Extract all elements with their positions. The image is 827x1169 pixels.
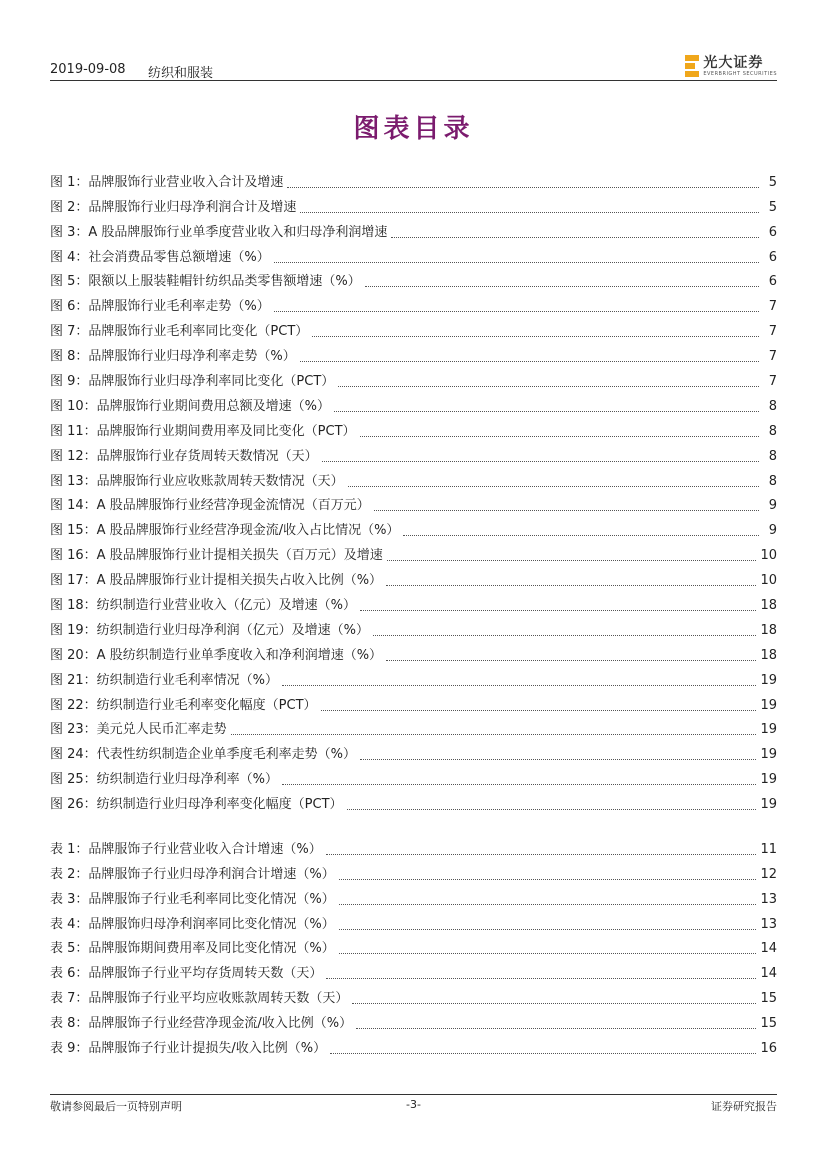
figure-entry-label: 图 21：纺织制造行业毛利率情况（%） — [50, 672, 279, 688]
figure-entry-label: 图 19：纺织制造行业归母净利润（亿元）及增速（%） — [50, 622, 370, 638]
logo-chinese-name: 光大证券 — [703, 54, 764, 71]
dot-leader — [326, 978, 756, 979]
figure-entry-page: 7 — [768, 299, 777, 315]
figure-entry-label: 图 25：纺织制造行业归母净利率（%） — [50, 772, 279, 788]
figure-entry-label: 图 1：品牌服饰行业营业收入合计及增速 — [50, 174, 284, 190]
figure-entry-label: 图 20：A 股纺织制造行业单季度收入和净利润增速（%） — [50, 647, 383, 663]
dot-leader — [322, 461, 759, 462]
figure-entry-label: 图 15：A 股品牌服饰行业经营净现金流/收入占比情况（%） — [50, 523, 400, 539]
table-entry-page: 14 — [760, 966, 777, 982]
figure-entry-label: 图 10：品牌服饰行业期间费用总额及增速（%） — [50, 398, 331, 414]
figure-entry-label: 图 18：纺织制造行业营业收入（亿元）及增速（%） — [50, 598, 357, 614]
table-entry-page: 14 — [760, 941, 777, 957]
page-title: 图表目录 — [353, 114, 474, 144]
figure-entry-page: 9 — [768, 498, 777, 514]
figure-entry-label: 图 5：限额以上服装鞋帽针纺织品类零售额增速（%） — [50, 274, 361, 290]
figure-entry-page: 19 — [760, 672, 777, 688]
table-entry-page: 15 — [760, 991, 777, 1007]
figure-entry[interactable] — [50, 365, 777, 390]
figure-entry[interactable] — [50, 714, 777, 739]
figure-entry[interactable] — [50, 589, 777, 614]
figure-entry-label: 图 11：品牌服饰行业期间费用率及同比变化（PCT） — [50, 423, 356, 439]
figure-entry[interactable] — [50, 415, 777, 440]
figure-entry-page: 6 — [768, 274, 777, 290]
table-entry-label: 表 1：品牌服饰子行业营业收入合计增速（%） — [50, 841, 322, 857]
page-number: -3- — [406, 1098, 421, 1111]
dot-leader — [300, 361, 759, 362]
dot-leader — [339, 904, 757, 905]
dot-leader — [282, 784, 756, 785]
figure-entry-page: 8 — [768, 398, 777, 414]
figure-entry-label: 图 26：纺织制造行业归母净利率变化幅度（PCT） — [50, 797, 343, 813]
footer-report-type: 证券研究报告 — [711, 1100, 777, 1113]
table-entry-label: 表 2：品牌服饰子行业归母净利润合计增速（%） — [50, 866, 335, 882]
figure-entry-label: 图 2：品牌服饰行业归母净利润合计及增速 — [50, 199, 297, 215]
figure-entry-page: 18 — [760, 622, 777, 638]
report-date: 2019-09-08 — [50, 62, 126, 77]
figure-entry[interactable] — [50, 614, 777, 639]
dot-leader — [287, 187, 759, 188]
figure-entry-page: 19 — [760, 747, 777, 763]
dot-leader — [321, 710, 757, 711]
table-entry-label: 表 8：品牌服饰子行业经营净现金流/收入比例（%） — [50, 1016, 353, 1032]
dot-leader — [326, 854, 757, 855]
figure-entry-page: 6 — [768, 249, 777, 265]
figure-entry-label: 图 8：品牌服饰行业归母净利率走势（%） — [50, 349, 296, 365]
figure-entry-label: 图 12：品牌服饰行业存货周转天数情况（天） — [50, 448, 318, 464]
table-entry[interactable] — [50, 1032, 777, 1057]
figure-entry-page: 6 — [768, 224, 777, 240]
dot-leader — [374, 510, 759, 511]
table-entry-label: 表 4：品牌服饰归母净利润率同比变化情况（%） — [50, 916, 335, 932]
table-entry-page: 13 — [760, 916, 777, 932]
table-entry[interactable] — [50, 883, 777, 908]
figure-entry[interactable] — [50, 738, 777, 763]
dot-leader — [334, 411, 759, 412]
dot-leader — [330, 1053, 756, 1054]
figure-entry-page: 18 — [760, 647, 777, 663]
dot-leader — [348, 486, 759, 487]
figure-entry[interactable] — [50, 514, 777, 539]
figure-entry-label: 图 13：品牌服饰行业应收账款周转天数情况（天） — [50, 473, 344, 489]
figure-entry-page: 9 — [768, 523, 777, 539]
figure-list — [50, 166, 777, 813]
dot-leader — [373, 635, 756, 636]
dot-leader — [339, 879, 757, 880]
figure-entry[interactable] — [50, 639, 777, 664]
dot-leader — [360, 610, 756, 611]
dot-leader — [365, 286, 759, 287]
table-entry[interactable] — [50, 908, 777, 933]
table-list — [50, 833, 777, 1057]
footer-divider — [50, 1094, 777, 1095]
dot-leader — [391, 237, 759, 238]
figure-entry[interactable] — [50, 241, 777, 266]
figure-entry-page: 19 — [760, 722, 777, 738]
figure-entry-label: 图 3：A 股品牌服饰行业单季度营业收入和归母净利润增速 — [50, 224, 388, 240]
table-entry[interactable] — [50, 957, 777, 982]
footer-disclaimer: 敬请参阅最后一页特别声明 — [50, 1100, 182, 1113]
figure-entry-label: 图 23：美元兑人民币汇率走势 — [50, 722, 227, 738]
figure-entry[interactable] — [50, 490, 777, 515]
figure-entry[interactable] — [50, 266, 777, 291]
figure-entry-label: 图 16：A 股品牌服饰行业计提相关损失（百万元）及增速 — [50, 548, 383, 564]
table-entry[interactable] — [50, 858, 777, 883]
figure-entry[interactable] — [50, 689, 777, 714]
dot-leader — [386, 660, 756, 661]
dot-leader — [339, 929, 757, 930]
figure-entry-page: 5 — [768, 174, 777, 190]
table-entry-label: 表 6：品牌服饰子行业平均存货周转天数（天） — [50, 966, 323, 982]
figure-entry[interactable] — [50, 539, 777, 564]
dot-leader — [338, 386, 759, 387]
figure-entry-page: 19 — [760, 772, 777, 788]
figure-entry-page: 7 — [768, 349, 777, 365]
dot-leader — [386, 585, 756, 586]
figure-entry-page: 8 — [768, 473, 777, 489]
dot-leader — [356, 1028, 756, 1029]
dot-leader — [312, 336, 759, 337]
figure-entry-label: 图 24：代表性纺织制造企业单季度毛利率走势（%） — [50, 747, 357, 763]
header-divider — [50, 80, 777, 81]
figure-entry[interactable] — [50, 390, 777, 415]
figure-entry-label: 图 22：纺织制造行业毛利率变化幅度（PCT） — [50, 697, 317, 713]
figure-entry-page: 8 — [768, 448, 777, 464]
dot-leader — [339, 953, 757, 954]
table-entry-page: 13 — [760, 891, 777, 907]
dot-leader — [300, 212, 759, 213]
figure-entry[interactable] — [50, 664, 777, 689]
logo-english-name: EVERBRIGHT SECURITIES — [703, 70, 777, 77]
dot-leader — [360, 759, 756, 760]
table-entry-label: 表 5：品牌服饰期间费用率及同比变化情况（%） — [50, 941, 335, 957]
figure-entry[interactable] — [50, 166, 777, 191]
dot-leader — [387, 560, 757, 561]
figure-entry[interactable] — [50, 315, 777, 340]
table-entry-page: 15 — [760, 1016, 777, 1032]
figure-entry-page: 5 — [768, 199, 777, 215]
dot-leader — [403, 535, 759, 536]
figure-entry-label: 图 7：品牌服饰行业毛利率同比变化（PCT） — [50, 324, 309, 340]
figure-entry-page: 8 — [768, 423, 777, 439]
table-entry-label: 表 7：品牌服饰子行业平均应收账款周转天数（天） — [50, 991, 349, 1007]
figure-entry-label: 图 4：社会消费品零售总额增速（%） — [50, 249, 270, 265]
company-logo — [685, 52, 777, 80]
figure-entry[interactable] — [50, 191, 777, 216]
figure-entry-page: 19 — [760, 797, 777, 813]
figure-entry[interactable] — [50, 290, 777, 315]
dot-leader — [274, 262, 759, 263]
figure-entry-label: 图 14：A 股品牌服饰行业经营净现金流情况（百万元） — [50, 498, 370, 514]
dot-leader — [352, 1003, 756, 1004]
report-section: 纺织和服装 — [148, 66, 214, 81]
figure-entry[interactable] — [50, 216, 777, 241]
figure-entry[interactable] — [50, 340, 777, 365]
figure-entry[interactable] — [50, 564, 777, 589]
figure-entry-page: 10 — [760, 548, 777, 564]
dot-leader — [231, 734, 757, 735]
figure-entry[interactable] — [50, 788, 777, 813]
dot-leader — [347, 809, 757, 810]
dot-leader — [282, 685, 756, 686]
table-entry-page: 16 — [760, 1041, 777, 1057]
table-entry-label: 表 3：品牌服饰子行业毛利率同比变化情况（%） — [50, 891, 335, 907]
figure-entry-label: 图 17：A 股品牌服饰行业计提相关损失占收入比例（%） — [50, 573, 383, 589]
figure-entry-label: 图 9：品牌服饰行业归母净利率同比变化（PCT） — [50, 374, 335, 390]
figure-entry-page: 18 — [760, 598, 777, 614]
figure-entry-page: 7 — [768, 374, 777, 390]
figure-entry[interactable] — [50, 465, 777, 490]
figure-entry[interactable] — [50, 440, 777, 465]
page-footer — [50, 1098, 777, 1114]
table-entry[interactable] — [50, 933, 777, 958]
figure-entry-page: 7 — [768, 324, 777, 340]
table-entry[interactable] — [50, 982, 777, 1007]
figure-entry[interactable] — [50, 763, 777, 788]
table-entry[interactable] — [50, 833, 777, 858]
logo-mark-icon — [685, 55, 699, 77]
table-entry-label: 表 9：品牌服饰子行业计提损失/收入比例（%） — [50, 1041, 327, 1057]
dot-leader — [274, 311, 759, 312]
figure-entry-label: 图 6：品牌服饰行业毛利率走势（%） — [50, 299, 270, 315]
figure-entry-page: 19 — [760, 697, 777, 713]
dot-leader — [360, 436, 759, 437]
table-entry[interactable] — [50, 1007, 777, 1032]
table-entry-page: 12 — [760, 866, 777, 882]
figure-entry-page: 10 — [760, 573, 777, 589]
table-entry-page: 11 — [760, 841, 777, 857]
